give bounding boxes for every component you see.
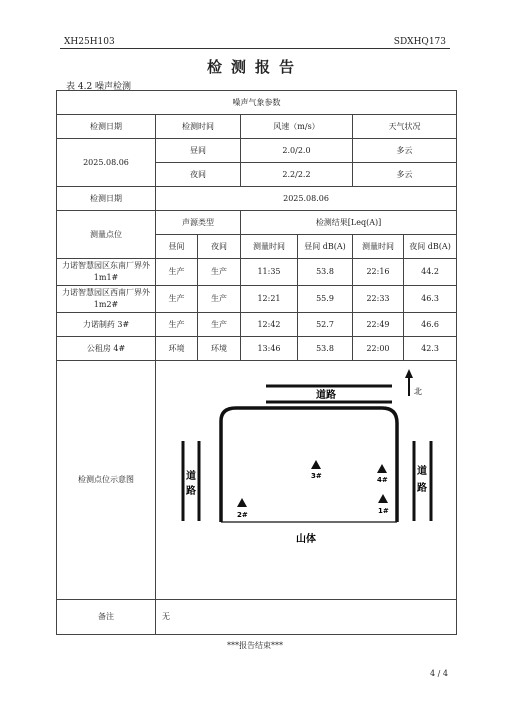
noise-report-table (56, 90, 457, 635)
road-left-label-bottom: 路 (186, 486, 196, 497)
day-db: 53.8 (298, 259, 353, 286)
night-source: 生产 (198, 259, 241, 286)
table-row (57, 259, 457, 286)
day-db: 55.9 (298, 286, 353, 313)
day-source: 生产 (156, 286, 198, 313)
report-code-left: XH25H103 (64, 37, 115, 47)
night-source: 生产 (198, 286, 241, 313)
site-map (156, 361, 456, 599)
noise-date: 2025.08.06 (156, 187, 457, 211)
remarks-label: 备注 (57, 600, 156, 635)
night-db: 46.6 (404, 313, 457, 337)
col-time: 检测时间 (156, 115, 241, 139)
header-divider (60, 48, 450, 49)
point-3-marker (311, 460, 321, 469)
weather-section-title: 噪声气象参数 (57, 91, 457, 115)
point-name: 力诺制药 3# (57, 313, 156, 337)
point-name: 力诺智慧园区西南厂界外 1m2# (57, 286, 156, 313)
day-time: 12:21 (241, 286, 298, 313)
point-name: 公租房 4# (57, 337, 156, 361)
night-time: 22:16 (353, 259, 404, 286)
day-time: 12:42 (241, 313, 298, 337)
day-db: 52.7 (298, 313, 353, 337)
subcol-night-db: 夜间 dB(A) (404, 235, 457, 259)
night-time: 22:33 (353, 286, 404, 313)
night-db: 42.3 (404, 337, 457, 361)
col-wind: 风速（m/s） (241, 115, 353, 139)
day-source: 生产 (156, 259, 198, 286)
subcol-day-time: 测量时间 (241, 235, 298, 259)
point-2-label: 2# (237, 511, 248, 519)
table-row (57, 337, 457, 361)
map-label: 检测点位示意图 (57, 361, 156, 600)
source-type-label: 声源类型 (156, 211, 241, 235)
north-arrow-icon (405, 369, 413, 378)
subcol-night-time: 测量时间 (353, 235, 404, 259)
point-name: 力诺智慧园区东南厂界外 1m1# (57, 259, 156, 286)
day-db: 53.8 (298, 337, 353, 361)
table-row (57, 313, 457, 337)
result-label: 检测结果[Leq(A)] (241, 211, 457, 235)
mountain-label: 山体 (296, 534, 316, 545)
night-source: 生产 (198, 313, 241, 337)
night-db: 44.2 (404, 259, 457, 286)
subcol-night-source: 夜间 (198, 235, 241, 259)
point-4-label: 4# (377, 476, 388, 484)
road-top-label: 道路 (316, 390, 336, 401)
night-time: 22:00 (353, 337, 404, 361)
point-3-label: 3# (311, 472, 322, 480)
subcol-day-db: 昼间 dB(A) (298, 235, 353, 259)
day-time: 11:35 (241, 259, 298, 286)
point-4-marker (377, 464, 387, 473)
point-2-marker (237, 498, 247, 507)
noise-date-label: 检测日期 (57, 187, 156, 211)
road-right-label-bottom: 路 (417, 483, 427, 494)
remarks-value: 无 (156, 600, 457, 635)
site-boundary (221, 408, 397, 522)
report-end: ***报告结束*** (227, 641, 283, 650)
weather-wind-day: 2.0/2.0 (241, 139, 353, 163)
table-row (57, 286, 457, 313)
weather-time-night: 夜间 (156, 163, 241, 187)
night-db: 46.3 (404, 286, 457, 313)
road-left-label-top: 道 (186, 471, 196, 482)
col-weather: 天气状况 (353, 115, 457, 139)
col-date: 检测日期 (57, 115, 156, 139)
weather-status-day: 多云 (353, 139, 457, 163)
table-caption: 表 4.2 噪声检测 (66, 82, 132, 92)
weather-wind-night: 2.2/2.2 (241, 163, 353, 187)
page-number: 4 / 4 (430, 669, 448, 678)
road-right-label-top: 道 (417, 466, 427, 477)
weather-status-night: 多云 (353, 163, 457, 187)
subcol-day-source: 昼间 (156, 235, 198, 259)
north-label: 北 (414, 387, 422, 396)
weather-time-day: 昼间 (156, 139, 241, 163)
weather-date: 2025.08.06 (57, 139, 156, 187)
night-time: 22:49 (353, 313, 404, 337)
day-source: 环境 (156, 337, 198, 361)
night-source: 环境 (198, 337, 241, 361)
site-map-cell (156, 361, 457, 600)
day-time: 13:46 (241, 337, 298, 361)
day-source: 生产 (156, 313, 198, 337)
point-1-marker (378, 494, 388, 503)
point-label: 测量点位 (57, 211, 156, 259)
point-1-label: 1# (378, 507, 389, 515)
page-title: 检测报告 (206, 58, 303, 76)
report-code-right: SDXHQ173 (393, 37, 446, 47)
